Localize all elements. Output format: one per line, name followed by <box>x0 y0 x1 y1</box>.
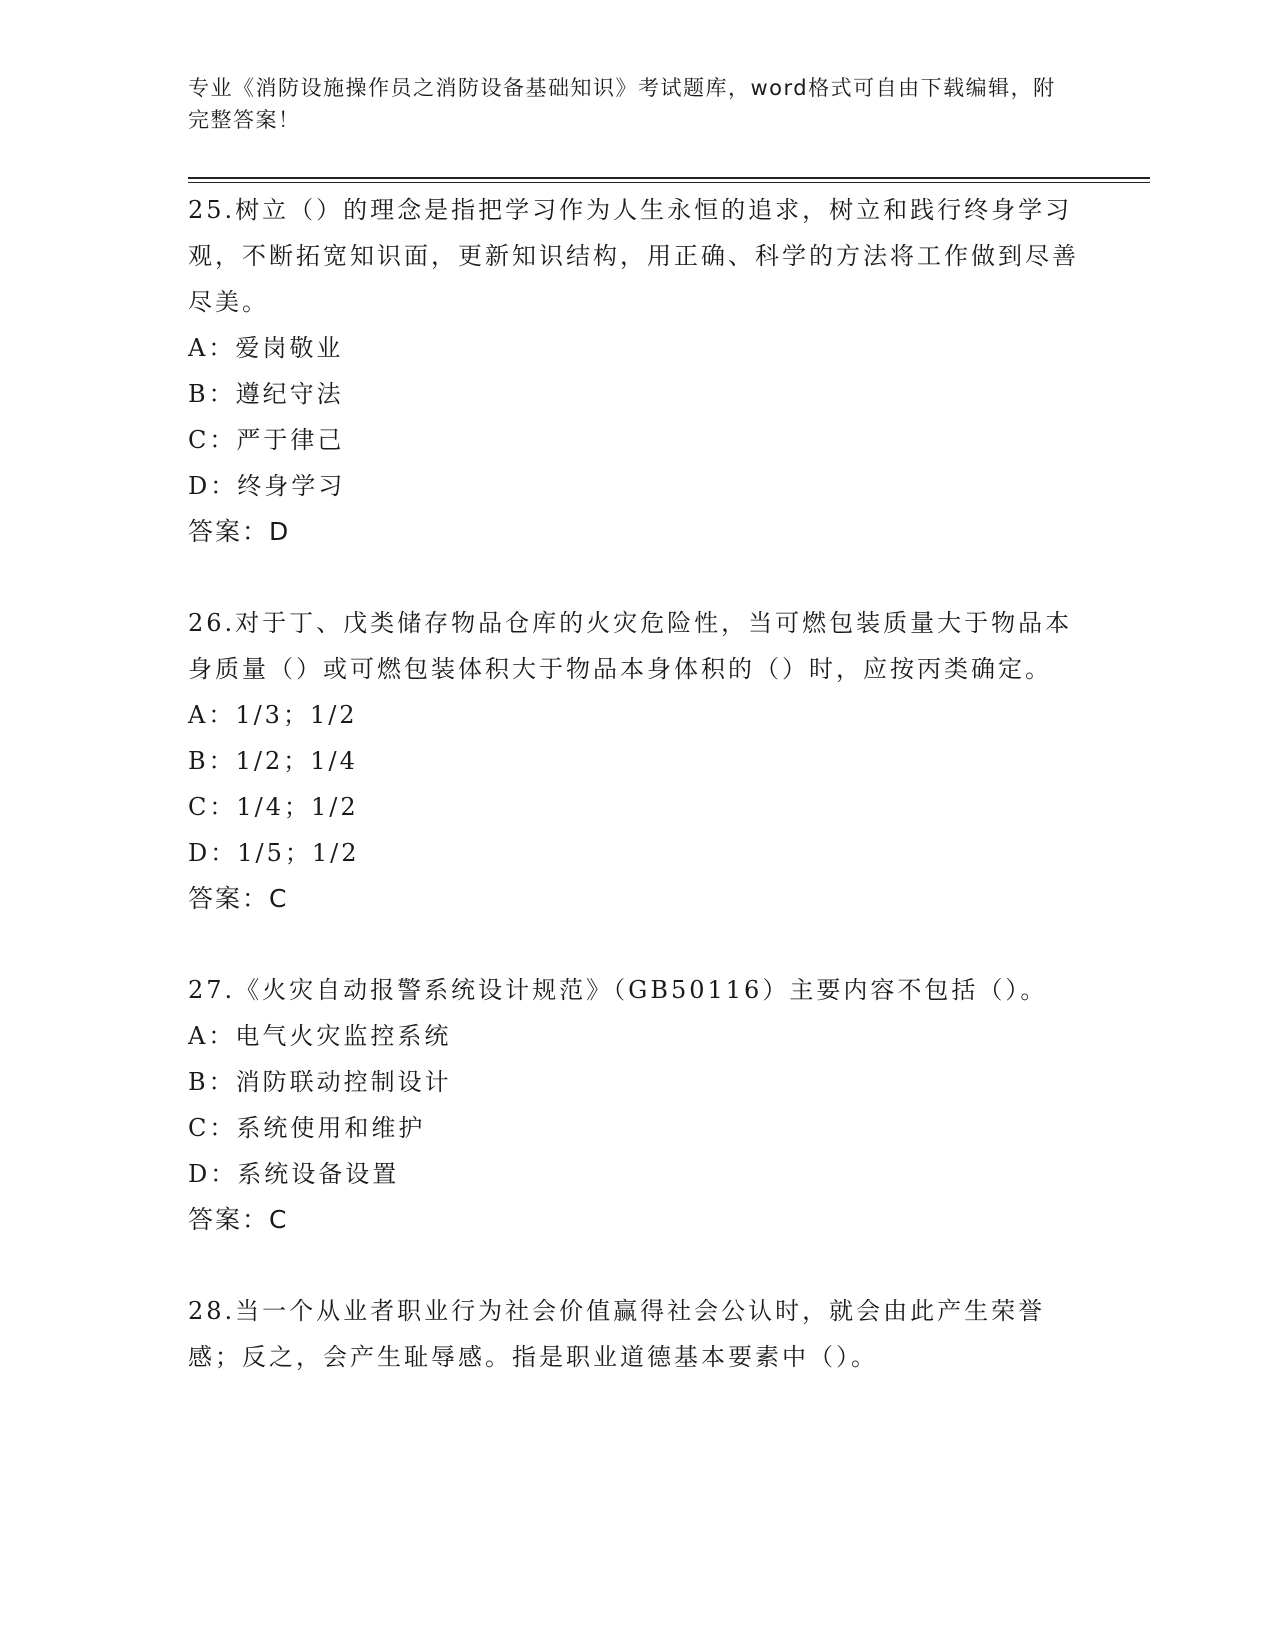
question-28 <box>188 1288 1088 1380</box>
header-divider-thick <box>188 177 1150 179</box>
question-stem: 28.当一个从业者职业行为社会价值赢得社会公认时，就会由此产生荣誉感；反之，会产生耻辱感。指是职业道德基本要素中（）。 <box>188 1297 1046 1371</box>
option-a: A：电气火灾监控系统 <box>188 1022 452 1050</box>
option-a: A：1/3；1/2 <box>188 701 358 729</box>
question-26 <box>188 600 1088 922</box>
question-stem: 26.对于丁、戊类储存物品仓库的火灾危险性，当可燃包装质量大于物品本身质量（）或可燃包装体积大于物品本身体积的（）时，应按丙类确定。 <box>188 609 1073 683</box>
option-d: D：1/5；1/2 <box>188 839 360 867</box>
option-b: B：遵纪守法 <box>188 380 344 408</box>
option-b: B：消防联动控制设计 <box>188 1068 452 1096</box>
question-25 <box>188 187 1088 555</box>
answer-line: 答案：D <box>188 517 291 546</box>
question-stem: 25.树立（）的理念是指把学习作为人生永恒的追求，树立和践行终身学习观，不断拓宽知识面，更新知识结构，用正确、科学的方法将工作做到尽善尽美。 <box>188 196 1079 316</box>
answer-line: 答案：C <box>188 1205 289 1234</box>
question-27 <box>188 967 1088 1243</box>
question-stem: 27.《火灾自动报警系统设计规范》（GB50116）主要内容不包括（）。 <box>188 976 1048 1004</box>
answer-line: 答案：C <box>188 884 289 913</box>
document-intro: 专业《消防设施操作员之消防设备基础知识》考试题库，word格式可自由下载编辑，附完整答案！ <box>188 76 1056 132</box>
option-c: C：系统使用和维护 <box>188 1114 426 1142</box>
option-c: C：严于律己 <box>188 426 345 454</box>
option-c: C：1/4；1/2 <box>188 793 359 821</box>
header-divider-thin <box>188 182 1150 183</box>
option-b: B：1/2；1/4 <box>188 747 358 775</box>
option-d: D：系统设备设置 <box>188 1160 400 1188</box>
option-a: A：爱岗敬业 <box>188 334 344 362</box>
option-d: D：终身学习 <box>188 472 346 500</box>
question-list <box>188 187 1088 1425</box>
